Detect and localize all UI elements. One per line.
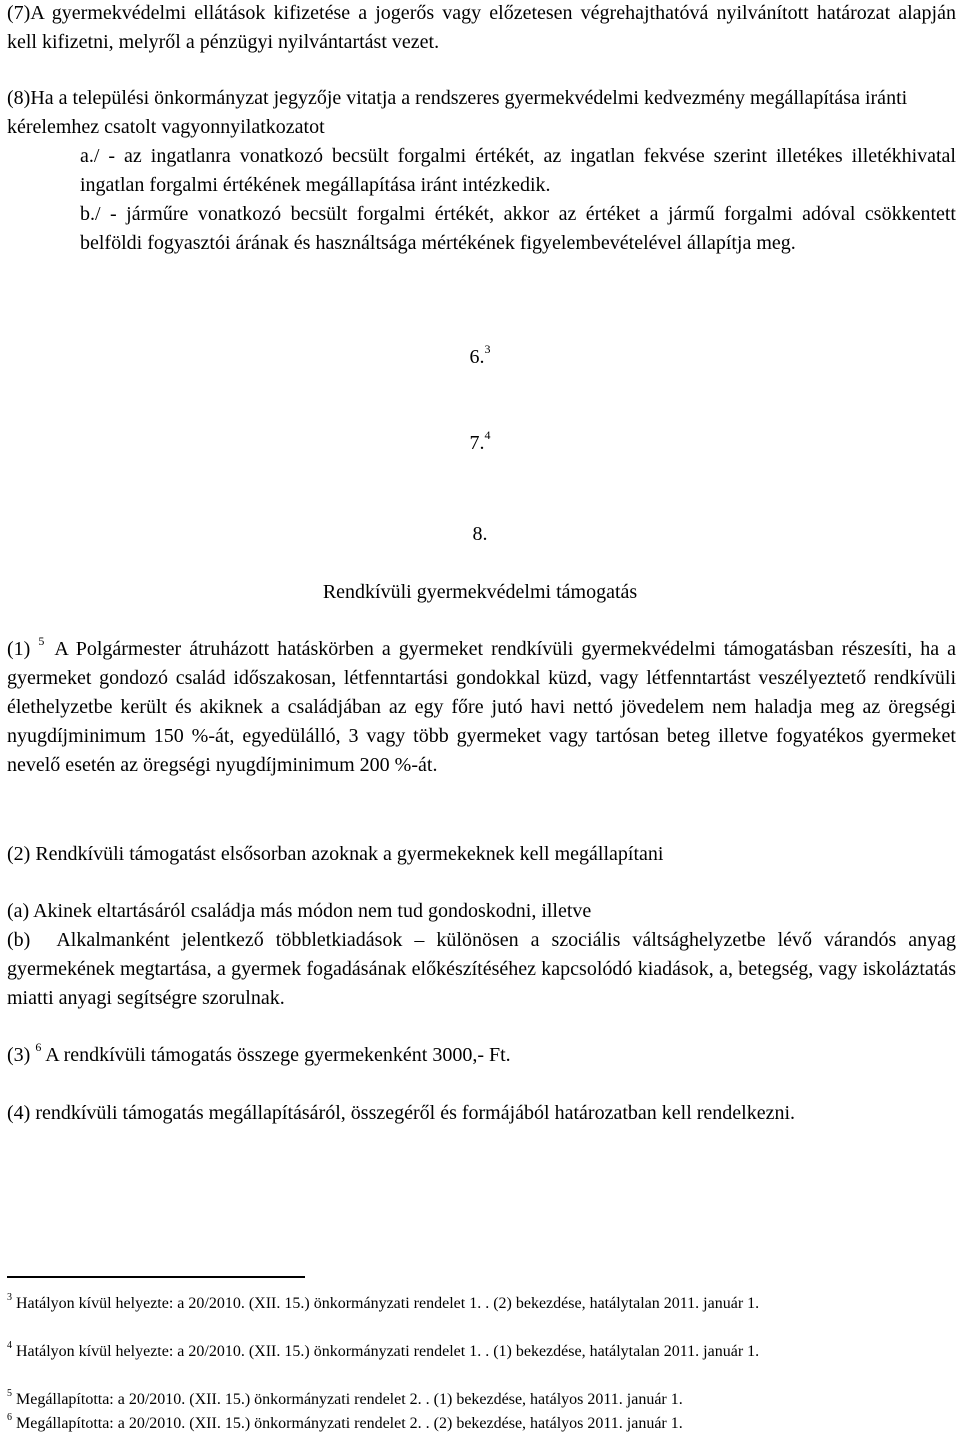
paragraph-4: (4) rendkívüli támogatás megállapításáról, összegéről és formájából határozatban kell rendelkezni.: [7, 1102, 796, 1124]
footnote-separator: [7, 1276, 305, 1278]
footnote-ref-6: 6: [35, 1040, 42, 1055]
paragraph-b: [7, 926, 956, 1013]
footnote-ref-3: 3: [484, 342, 491, 357]
paragraph-b-label: (b): [7, 929, 31, 951]
footnote-ref-5: 5: [38, 634, 45, 649]
paragraph-1-text: A Polgármester átruházott hatáskörben a gyermeket rendkívüli gyermekvédelmi támogatásban részesíti, ha a gyermeket gondozó család időszakosan, létfenntartási gondokkal küzd, vagy létfenntartást veszélyeztető rendkívüli élethelyzetbe került és akiknek a családjában az egy főre jutó havi nettó jövedelem nem haladja meg az öregségi nyugdíjminimum 150 %-át, egyedülálló, 3 vagy több gyermeket vagy tartósan beteg illetve fogyatékos gyermeket nevelő esetén az öregségi nyugdíjminimum 200 %-át.: [7, 638, 956, 776]
footnote-6: [7, 1412, 940, 1436]
heading-6-number: 6.: [469, 346, 485, 368]
footnote-6-number: 6: [7, 1411, 12, 1423]
footnote-4-number: 4: [7, 1339, 12, 1351]
heading-8: [0, 520, 960, 549]
footnote-5: [7, 1388, 940, 1412]
paragraph-1-number: (1): [7, 638, 31, 660]
heading-6: [0, 343, 960, 372]
paragraph-3-number: (3): [7, 1044, 31, 1066]
paragraph-1: [7, 635, 956, 780]
paragraph-3-text: A rendkívüli támogatás összege gyermekenként 3000,- Ft.: [45, 1044, 511, 1066]
paragraph-8-b: b./ - járműre vonatkozó becsült forgalmi értékét, akkor az értéket a jármű forgalmi adóval csökkentett belföldi fogyasztói árának és használtsága mértékének figyelembevételével állapítja meg.: [80, 203, 956, 254]
footnote-5-text: Megállapította: a 20/2010. (XII. 15.) önkormányzati rendelet 2. . (1) bekezdése, hatályos 2011. január 1.: [16, 1391, 683, 1408]
paragraph-b-text: Alkalmanként jelentkező többletkiadások – különösen a szociális váltsághelyzetbe lévő várandós anyag gyermekének megtartása, a gyermek fogadásának előkészítéséhez kapcsolódó kiadások, a, betegség, vagy iskoláztatás miatti anyagi segítségre szorulnak.: [7, 929, 956, 1009]
heading-7-number: 7.: [469, 432, 485, 454]
footnote-4-text: Hatályon kívül helyezte: a 20/2010. (XII. 15.) önkormányzati rendelet 1. . (1) bekezdése, hatálytalan 2011. január 1.: [16, 1343, 760, 1360]
heading-8-number: 8.: [472, 523, 488, 545]
footnote-ref-4: 4: [484, 428, 491, 443]
paragraph-2: (2) Rendkívüli támogatást elsősorban azoknak a gyermekeknek kell megállapítani: [7, 843, 664, 865]
footnote-6-text: Megállapította: a 20/2010. (XII. 15.) önkormányzati rendelet 2. . (2) bekezdése, hatályos 2011. január 1.: [16, 1415, 683, 1432]
footnote-3: [7, 1292, 940, 1316]
paragraph-8-intro: (8)Ha a települési önkormányzat jegyzője vitatja a rendszeres gyermekvédelmi kedvezmény megállapítása iránti kérelemhez csatolt vagyonnyilatkozatot: [7, 87, 908, 138]
footnote-3-text: Hatályon kívül helyezte: a 20/2010. (XII. 15.) önkormányzati rendelet 1. . (2) bekezdése, hatálytalan 2011. január 1.: [16, 1295, 760, 1312]
footnote-3-number: 3: [7, 1291, 12, 1303]
section-title: Rendkívüli gyermekvédelmi támogatás: [322, 581, 638, 603]
paragraph-7: (7)A gyermekvédelmi ellátások kifizetése a jogerős vagy előzetesen végrehajthatóvá nyilvánított határozat alapján kell kifizetni, melyről a pénzügyi nyilvántartást vezet.: [7, 2, 956, 53]
footnote-4: [7, 1340, 940, 1364]
paragraph-8-a: a./ - az ingatlanra vonatkozó becsült forgalmi értékét, az ingatlan fekvése szerint illetékes illetékhivatal ingatlan forgalmi értékének megállapítása iránt intézkedik.: [80, 145, 956, 196]
heading-7: [0, 429, 960, 458]
footnote-5-number: 5: [7, 1387, 12, 1399]
paragraph-3: [7, 1041, 956, 1070]
paragraph-a: (a) Akinek eltartásáról családja más módon nem tud gondoskodni, illetve: [7, 900, 592, 922]
